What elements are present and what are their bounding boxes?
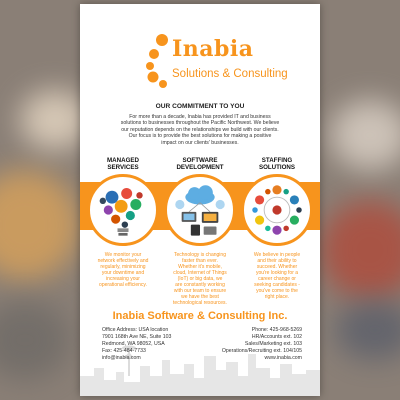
background-blob (320, 200, 400, 300)
service-desc-line: you've come to the (256, 288, 298, 294)
gears-lightbulb-icon (87, 174, 159, 246)
cloud-devices-icon (164, 174, 236, 246)
phone-line: Phone: 425-968-5269 (251, 327, 302, 333)
company-flyer (80, 4, 320, 396)
phone-ext-line: HR/Accounts ext. 102 (251, 334, 302, 340)
website-link[interactable]: www.inabia.com (264, 355, 302, 361)
service-desc-line: faster than ever. (182, 258, 218, 264)
service-desc-line: Whether it's mobile, (178, 264, 222, 270)
service-desc-line: are constantly working (175, 282, 225, 288)
background-blob (330, 100, 400, 170)
service-desc-line: succeed. Whether (256, 264, 298, 270)
company-name: Inabia Software & Consulting Inc. (112, 310, 288, 322)
service-desc-line: your downtime and (101, 270, 145, 276)
address-line: 7901 168th Ave NE, Suite 103 (102, 334, 172, 340)
background-blob (0, 300, 70, 380)
commitment-line: For more than a decade, Inabia has provided IT and business (129, 114, 271, 120)
service-desc-software (167, 252, 233, 306)
background-blob (0, 170, 80, 280)
service-desc-line: We believe in people (253, 252, 301, 258)
service-desc-line: we have the best (181, 294, 219, 300)
service-title-line: MANAGED (107, 157, 139, 164)
email-link[interactable]: info@inabia.com (102, 355, 141, 361)
commitment-body (102, 114, 298, 146)
commitment-line: solutions to businesses throughout the Pacific Northwest. We believe (120, 120, 280, 127)
company-logo (144, 32, 288, 90)
background-blob (335, 300, 400, 360)
service-desc-line: you're looking for a (255, 270, 299, 276)
commitment-line: Our focus is to provide the best solutions for making a positive (128, 133, 272, 140)
service-desc-managed (90, 252, 156, 288)
address-block (102, 327, 171, 362)
address-line: Office Address: USA location (102, 327, 169, 333)
service-title-line: SERVICES (107, 164, 139, 171)
commitment-title: OUR COMMITMENT TO YOU (155, 103, 245, 110)
service-title-line: STAFFING (261, 157, 293, 164)
people-network-icon (241, 174, 313, 246)
service-desc-line: and their ability to (257, 258, 297, 264)
service-desc-line: increasing your (106, 276, 140, 282)
service-desc-line: right place. (264, 294, 290, 300)
service-desc-line: operational efficiency. (99, 282, 147, 288)
phone-block (222, 327, 302, 362)
commitment-line: impact on our clients' businesses. (161, 139, 239, 146)
service-desc-line: seeking candidates - (254, 282, 300, 288)
service-desc-line: network effectively and (97, 258, 149, 264)
service-title-software (167, 157, 233, 171)
phone-ext-line: Sales/Marketing ext. 103 (244, 341, 302, 347)
service-desc-line: (IoT) or big data, we (177, 276, 223, 282)
service-desc-line: regularly, minimizing (100, 264, 146, 270)
phone-ext-line: Operations/Recruiting ext. 104/105 (221, 348, 302, 354)
commitment-line: our reputation depends on the relationships we build with our clients. (121, 126, 279, 133)
service-title-line: DEVELOPMENT (176, 164, 224, 171)
service-desc-line: We monitor your (104, 252, 142, 258)
service-title-managed (90, 157, 156, 171)
service-desc-staffing (244, 252, 310, 300)
service-desc-line: cloud, Internet of Things (173, 270, 227, 276)
service-title-line: SOLUTIONS (258, 164, 296, 171)
service-title-staffing (244, 157, 310, 171)
service-title-line: SOFTWARE (182, 157, 218, 164)
logo-dots-icon (144, 32, 174, 90)
service-desc-line: with our team to ensure (173, 288, 227, 294)
address-line: Redmond, WA 98052, USA (102, 341, 165, 347)
service-desc-line: technological resources. (173, 300, 227, 306)
fax-line: Fax: 425-484-7733 (102, 348, 146, 354)
service-desc-line: Technology is changing (174, 252, 226, 258)
service-desc-line: career change or (258, 276, 296, 282)
logo-tagline: Solutions & Consulting (172, 68, 288, 80)
logo-name: Inabia (172, 36, 254, 62)
